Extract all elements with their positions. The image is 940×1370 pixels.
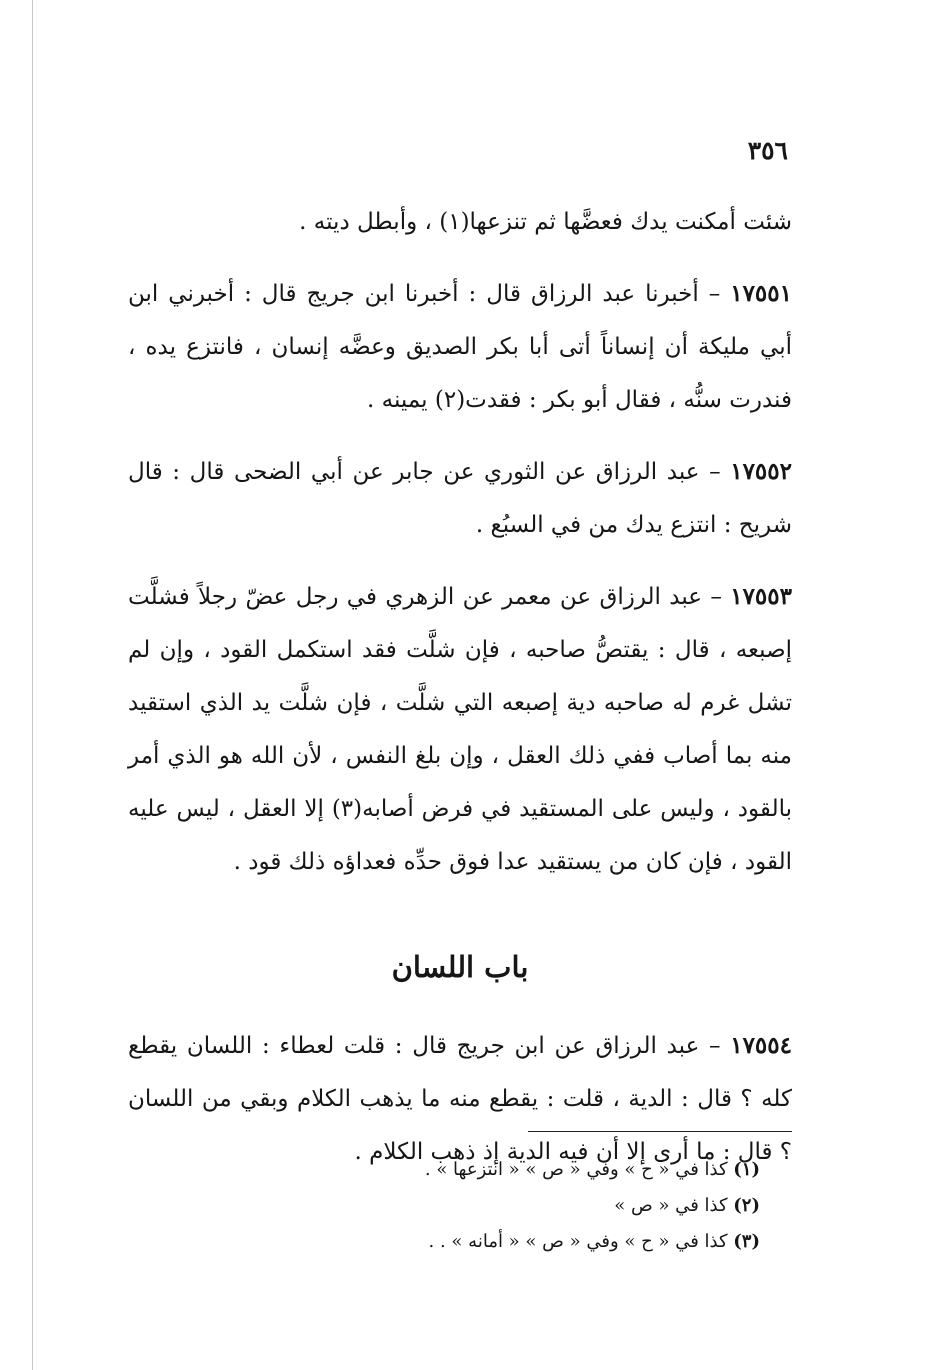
hadith-paragraph [128, 267, 792, 427]
footnote-item [425, 1188, 760, 1224]
footnote-divider [528, 1131, 792, 1132]
hadith-number: ١٧٥٥٣ [730, 583, 792, 610]
chapter-title: باب اللسان [391, 950, 529, 984]
paragraph-text: شئت أمكنت يدك فعضَّها ثم تنزعها(١) ، وأبطل ديته . [299, 209, 792, 235]
hadith-number: ١٧٥٥٢ [730, 458, 792, 485]
footnotes [425, 1152, 760, 1260]
footnote-item [425, 1152, 760, 1188]
paragraph-continuation [128, 196, 792, 249]
hadith-paragraph [128, 445, 792, 552]
footnote-item [425, 1224, 760, 1260]
footnote-number: (٢) [733, 1195, 760, 1216]
footnote-text: كذا في « ح » وفي « ص » « أمانه » . . [428, 1231, 734, 1252]
hadith-number: ١٧٥٥٤ [730, 1032, 792, 1059]
page-number: ٣٥٦ [747, 136, 788, 165]
hadith-text: – عبد الرزاق عن ابن جريج قال : قلت لعطاء : اللسان يقطع كله ؟ قال : الدية ، قلت : يقطع منه ما يذهب الكلام وبقي من اللسان ؟ قال : ما أرى إلا أن فيه الدية إذ ذهب الكلام . [128, 1033, 792, 1165]
hadith-number: ١٧٥٥١ [730, 280, 792, 307]
footnote-text: كذا في « ص » [614, 1195, 734, 1216]
footnote-text: كذا في « ح » وفي « ص » « انتزعها » . [424, 1159, 734, 1180]
hadith-paragraph [128, 570, 792, 889]
hadith-text: – عبد الرزاق عن معمر عن الزهري في رجل عضّ رجلاً فشلَّت إصبعه ، قال : يقتصُّ صاحبه ، فإن شلَّت فقد استكمل القود ، وإن لم تشل غرم له صاحبه دية إصبعه التي شلَّت ، فإن شلَّت يد الذي استقيد منه بما أصاب ففي ذلك العقل ، وإن بلغ النفس ، لأن الله هو الذي أمر بالقود ، وليس على المستقيد في فرض أصابه(٣) إلا العقل ، ليس عليه القود ، فإن كان من يستقيد عدا فوق حدِّه فعداؤه ذلك قود . [128, 584, 792, 875]
hadith-text: – أخبرنا عبد الرزاق قال : أخبرنا ابن جريج قال : أخبرني ابن أبي مليكة أن إنساناً أتى أبا بكر الصديق وعضَّه إنسان ، فانتزع يده ، فندرت سنُّه ، فقال أبو بكر : فقدت(٢) يمينه . [128, 281, 792, 413]
hadith-text: – عبد الرزاق عن الثوري عن جابر عن أبي الضحى قال : قال شريح : انتزع يدك من في السبُع . [128, 459, 792, 538]
footnote-number: (٣) [733, 1231, 760, 1252]
page-margin-line [32, 0, 33, 1370]
footnote-number: (١) [733, 1159, 760, 1180]
main-text [128, 196, 792, 1197]
